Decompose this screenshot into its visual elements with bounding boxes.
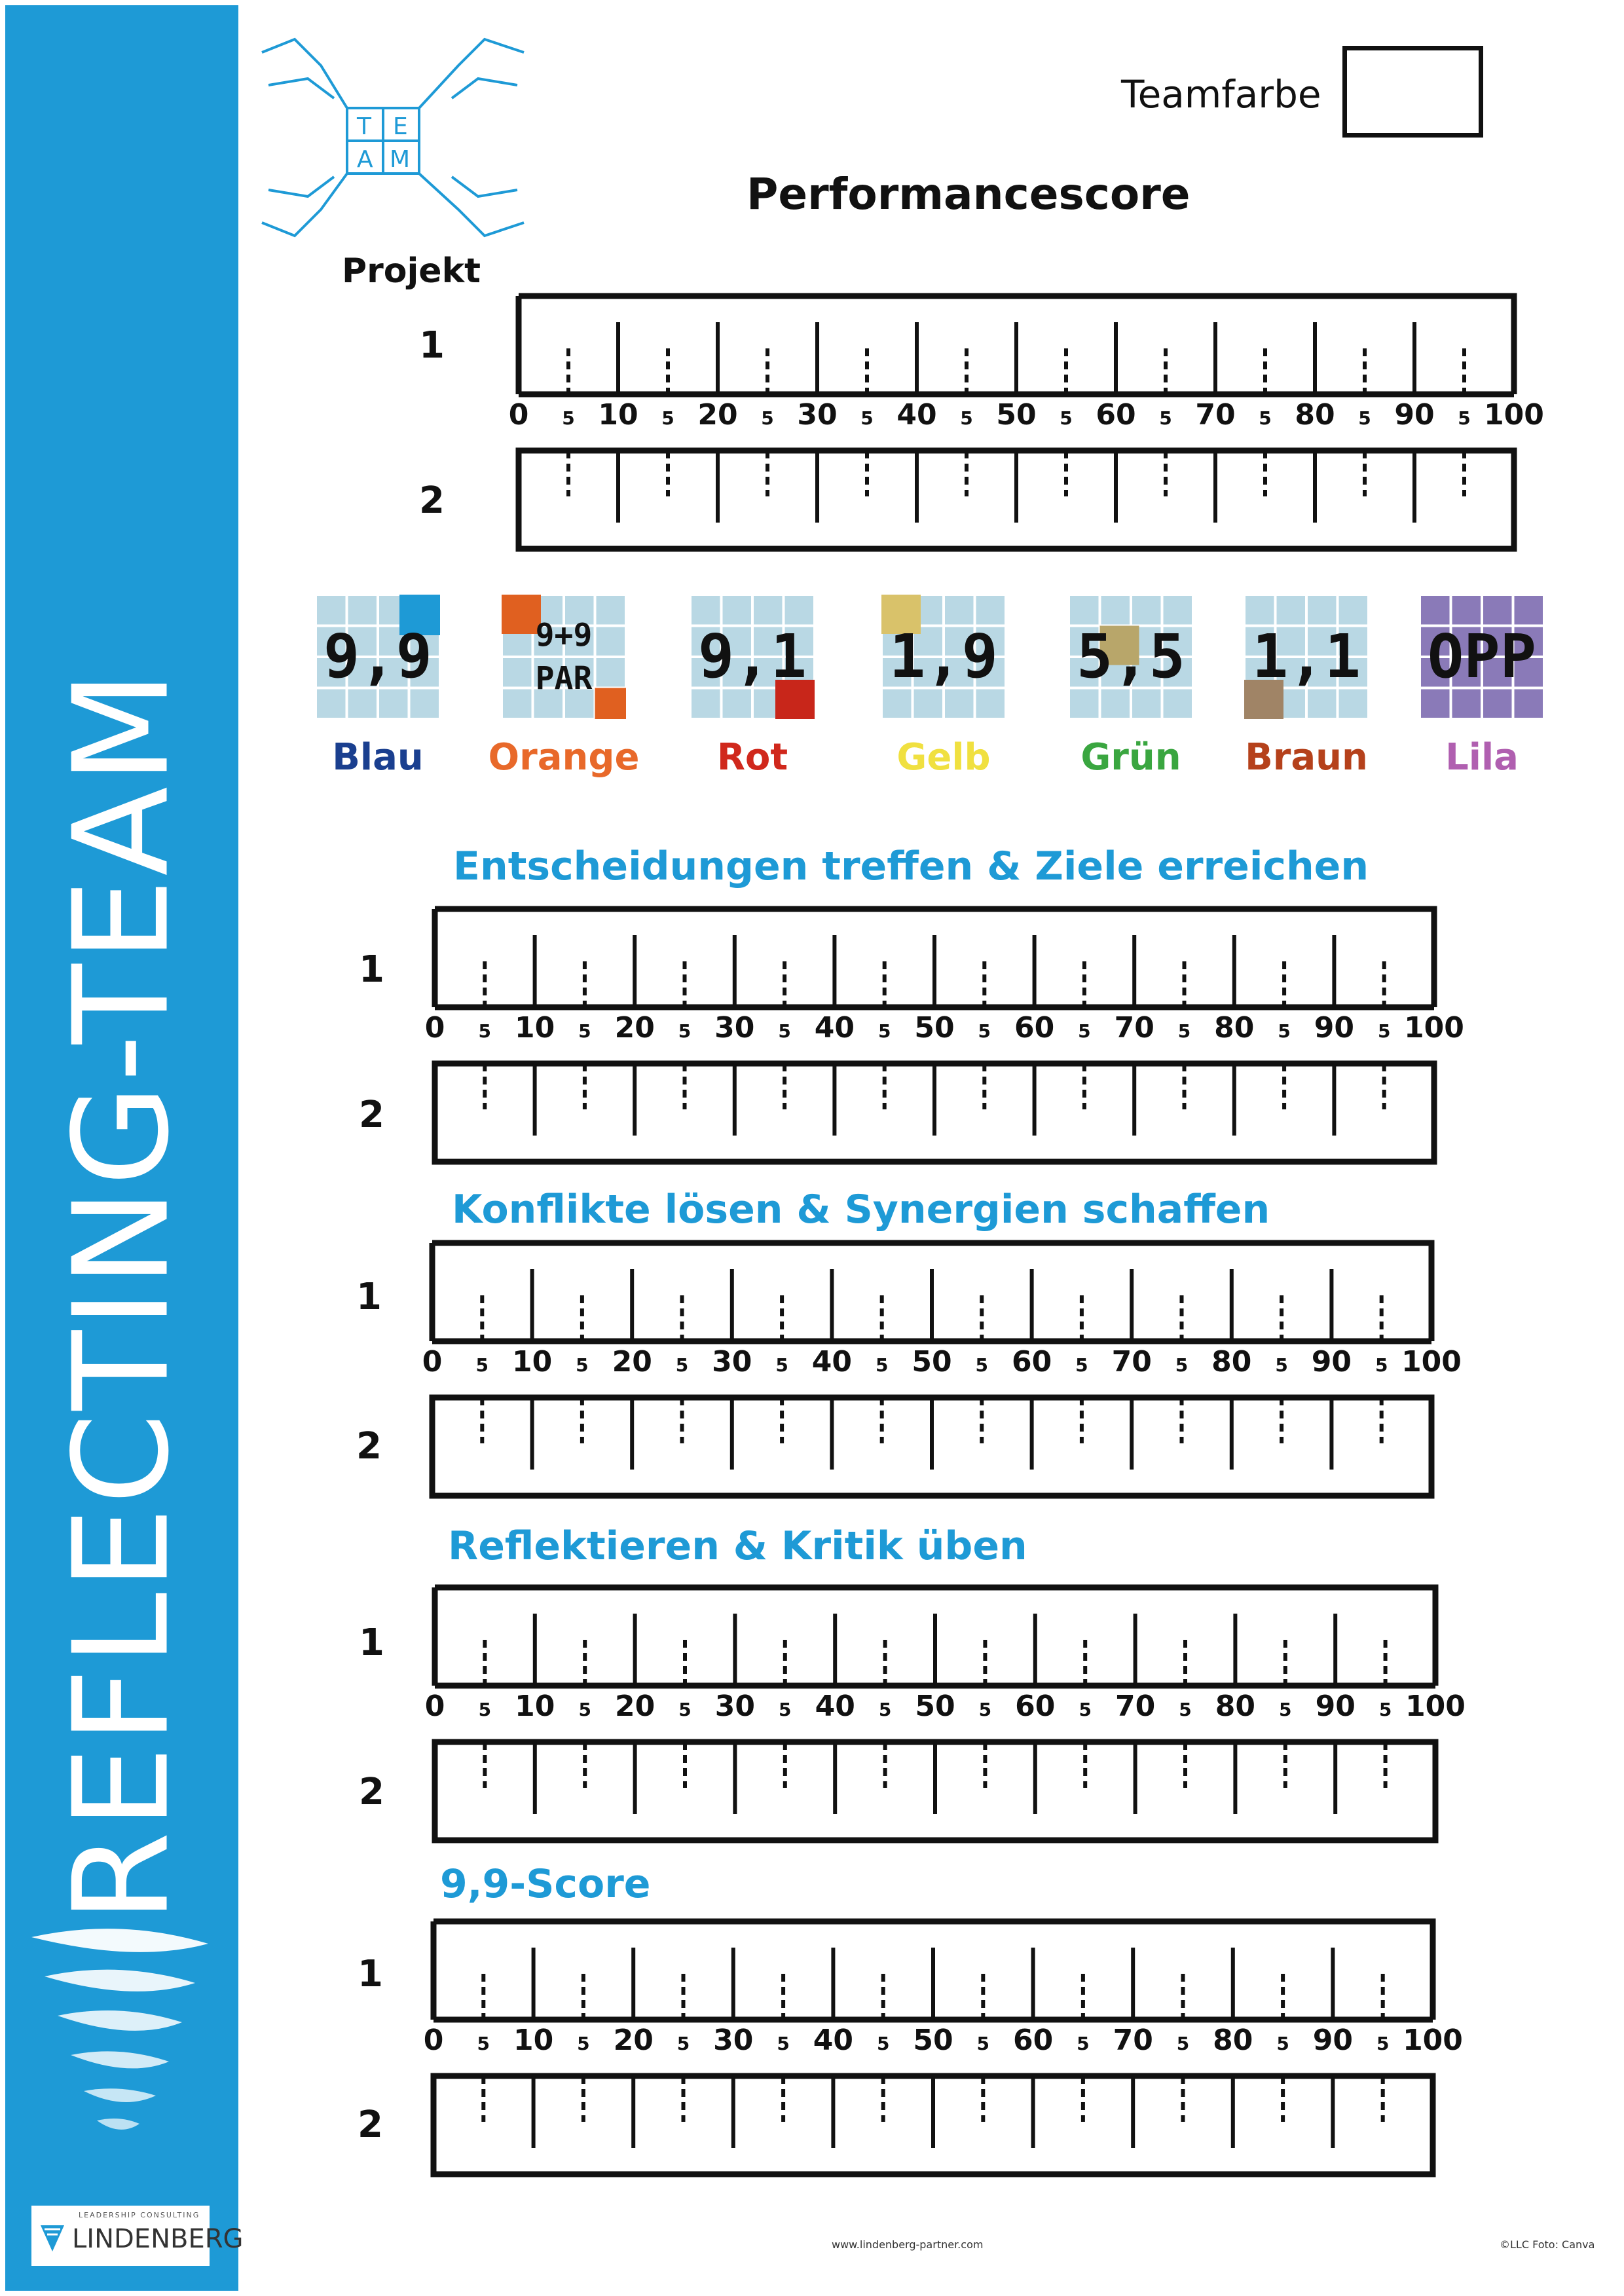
color-label-gelb: Gelb <box>896 736 991 779</box>
scale-tick-label: 5 <box>478 1699 492 1720</box>
color-label-lila: Lila <box>1445 736 1519 779</box>
scale-5 <box>407 1915 1485 2181</box>
scale-tick-label: 0 <box>422 1345 443 1379</box>
scale-tick-label: 5 <box>1377 1020 1391 1042</box>
scale-tick-label: 90 <box>1311 1345 1352 1379</box>
section-title-conflicts: Konflikte lösen & Synergien schaffen <box>452 1187 1270 1232</box>
scale-tick-label: 5 <box>978 1699 992 1720</box>
scale-tick-label: 5 <box>1259 407 1272 429</box>
scale-tick-label: 5 <box>978 1020 991 1042</box>
scale-tick-label: 90 <box>1315 1690 1356 1723</box>
brand-logo <box>31 2206 244 2266</box>
tile-value: 9,1 <box>697 621 807 692</box>
scale-4 <box>409 1581 1488 1847</box>
scale-tick-label: 80 <box>1295 398 1335 432</box>
scale-tick-label: 5 <box>1375 1354 1388 1376</box>
section-title-score: 9,9-Score <box>440 1861 651 1907</box>
scale-tick-label: 70 <box>1113 2024 1153 2057</box>
scale-tick-label: 5 <box>876 2033 890 2054</box>
tornado-waves-icon <box>25 1924 215 2140</box>
page-title: Performancescore <box>747 169 1190 219</box>
sidebar-title: REFLECTING-TEAM <box>45 668 198 1923</box>
section-title-decisions: Entscheidungen treffen & Ziele erreichen <box>453 843 1369 889</box>
tile-value: 1,1 <box>1251 621 1361 692</box>
scale-tick-label: 5 <box>778 1020 791 1042</box>
scale-tick-label: 10 <box>515 1690 555 1723</box>
scale-tick-label: 5 <box>1458 407 1471 429</box>
row-label-2: 2 <box>359 1771 384 1813</box>
tile-value: OPP <box>1427 621 1537 692</box>
row-label-2: 2 <box>359 1094 384 1136</box>
scale-tick-label: 5 <box>562 407 575 429</box>
scale-tick-label: 90 <box>1314 1011 1355 1045</box>
color-label-rot: Rot <box>716 736 788 779</box>
scale-2 <box>409 902 1486 1168</box>
scale-tick-label: 5 <box>475 1354 489 1376</box>
scale-tick-label: 100 <box>1484 398 1544 432</box>
scale-tick-label: 100 <box>1403 2024 1463 2057</box>
svg-text:M: M <box>390 146 411 173</box>
scale-tick-label: 20 <box>612 1345 652 1379</box>
footer-url: www.lindenberg-partner.com <box>832 2238 984 2251</box>
scale-tick-label: 50 <box>914 1011 955 1045</box>
scale-tick-label: 5 <box>578 1020 591 1042</box>
teamfarbe-box[interactable] <box>1342 46 1483 138</box>
scale-tick-label: 50 <box>915 1690 955 1723</box>
scale-tick-label: 5 <box>1358 407 1371 429</box>
color-tile-braun <box>1244 595 1369 719</box>
scale-tick-label: 5 <box>779 1699 792 1720</box>
scale-tick-label: 5 <box>777 2033 790 2054</box>
scale-tick-label: 5 <box>678 1020 692 1042</box>
scale-tick-label: 5 <box>1275 1354 1288 1376</box>
scale-tick-label: 5 <box>1279 1699 1292 1720</box>
scale-tick-label: 20 <box>697 398 738 432</box>
scale-tick-label: 5 <box>960 407 973 429</box>
scale-tick-label: 40 <box>896 398 937 432</box>
scale-tick-label: 5 <box>761 407 774 429</box>
row-label-2: 2 <box>358 2103 383 2146</box>
scale-tick-label: 80 <box>1214 1011 1255 1045</box>
row-label-1: 1 <box>358 1953 383 1995</box>
scale-tick-label: 0 <box>508 398 529 432</box>
tile-value-top: 9+9 <box>535 617 593 654</box>
scale-tick-label: 20 <box>613 2024 654 2057</box>
scale-tick-label: 30 <box>714 1011 755 1045</box>
scale-tick-label: 60 <box>1096 398 1136 432</box>
scale-tick-label: 5 <box>976 2033 990 2054</box>
scale-tick-label: 5 <box>875 1354 889 1376</box>
svg-text:T: T <box>357 113 371 140</box>
scale-tick-label: 5 <box>578 1699 591 1720</box>
scale-tick-label: 5 <box>1079 1699 1092 1720</box>
tile-value-bottom: PAR <box>535 660 593 697</box>
scale-tick-label: 60 <box>1014 1011 1055 1045</box>
scale-tick-label: 30 <box>712 1345 752 1379</box>
scale-tick-label: 70 <box>1115 1690 1156 1723</box>
scale-tick-label: 100 <box>1405 1690 1466 1723</box>
tile-value <box>502 595 626 719</box>
logo-tagline: LEADERSHIP CONSULTING <box>79 2211 200 2219</box>
scale-tick-label: 5 <box>1159 407 1172 429</box>
projekt-label: Projekt <box>342 251 481 291</box>
color-tile-blau <box>316 595 440 719</box>
scale-tick-label: 50 <box>912 1345 952 1379</box>
scale-tick-label: 5 <box>975 1354 989 1376</box>
scale-tick-label: 5 <box>477 2033 490 2054</box>
color-tile-gelb <box>881 595 1006 719</box>
scale-tick-label: 30 <box>797 398 838 432</box>
tile-value: 1,9 <box>889 621 999 692</box>
scale-tick-label: 5 <box>1278 1020 1291 1042</box>
color-label-grün: Grün <box>1080 736 1181 779</box>
scale-tick-label: 5 <box>1077 2033 1090 2054</box>
scale-tick-label: 10 <box>513 2024 554 2057</box>
row-label-1: 1 <box>359 948 384 991</box>
scale-tick-label: 80 <box>1213 2024 1253 2057</box>
scale-tick-label: 5 <box>577 2033 590 2054</box>
color-tile-lila <box>1420 595 1544 719</box>
scale-tick-label: 70 <box>1195 398 1236 432</box>
row-label-1: 1 <box>356 1276 382 1318</box>
color-tile-rot <box>690 595 815 719</box>
color-tile-grün <box>1069 595 1193 719</box>
scale-tick-label: 0 <box>424 1011 445 1045</box>
scale-tick-label: 90 <box>1312 2024 1354 2057</box>
scale-tick-label: 5 <box>576 1354 589 1376</box>
scale-tick-label: 90 <box>1394 398 1435 432</box>
scale-tick-label: 70 <box>1114 1011 1154 1045</box>
color-tile-orange <box>502 595 626 719</box>
scale-tick-label: 5 <box>1376 2033 1390 2054</box>
scale-tick-label: 30 <box>714 1690 756 1723</box>
scale-tick-label: 60 <box>1011 1345 1052 1379</box>
color-label-orange: Orange <box>488 736 640 779</box>
tile-value: 9,9 <box>323 621 433 692</box>
scale-tick-label: 60 <box>1015 1690 1056 1723</box>
scale-1 <box>492 289 1566 555</box>
scale-tick-label: 30 <box>713 2024 754 2057</box>
scale-tick-label: 5 <box>478 1020 492 1042</box>
scale-tick-label: 5 <box>1175 1354 1189 1376</box>
row-label-2: 2 <box>419 479 445 522</box>
scale-tick-label: 80 <box>1211 1345 1252 1379</box>
scale-tick-label: 40 <box>813 2024 854 2057</box>
teamfarbe-label: Teamfarbe <box>1121 72 1321 117</box>
scale-tick-label: 5 <box>878 1699 892 1720</box>
scale-tick-label: 5 <box>1060 407 1073 429</box>
svg-text:E: E <box>393 113 408 140</box>
scale-tick-label: 50 <box>913 2024 953 2057</box>
scale-tick-label: 20 <box>614 1011 655 1045</box>
scale-tick-label: 50 <box>996 398 1037 432</box>
scale-tick-label: 0 <box>424 1690 445 1723</box>
tile-value: 5,5 <box>1076 621 1186 692</box>
section-title-reflection: Reflektieren & Kritik üben <box>448 1523 1027 1569</box>
row-label-1: 1 <box>359 1621 384 1664</box>
scale-tick-label: 5 <box>1078 1020 1091 1042</box>
sidebar <box>5 5 244 2291</box>
scale-tick-label: 5 <box>1179 1699 1192 1720</box>
scale-tick-label: 20 <box>614 1690 655 1723</box>
scale-tick-label: 70 <box>1111 1345 1152 1379</box>
scale-tick-label: 5 <box>676 2033 690 2054</box>
scale-tick-label: 5 <box>1276 2033 1289 2054</box>
scale-tick-label: 10 <box>598 398 638 432</box>
scale-tick-label: 60 <box>1012 2024 1054 2057</box>
team-puzzle-hands-icon <box>249 26 537 249</box>
scale-tick-label: 5 <box>1075 1354 1088 1376</box>
scale-tick-label: 5 <box>877 1020 891 1042</box>
scale-3 <box>406 1236 1484 1502</box>
scale-tick-label: 40 <box>814 1011 855 1045</box>
scale-tick-label: 5 <box>675 1354 689 1376</box>
scale-tick-label: 10 <box>514 1011 555 1045</box>
scale-tick-label: 5 <box>775 1354 788 1376</box>
color-label-braun: Braun <box>1245 736 1368 779</box>
footer-credit: ©LLC Foto: Canva <box>1500 2238 1595 2251</box>
scale-tick-label: 0 <box>423 2024 444 2057</box>
scale-tick-label: 80 <box>1215 1690 1256 1723</box>
scale-tick-label: 40 <box>815 1690 855 1723</box>
scale-tick-label: 5 <box>678 1699 692 1720</box>
scale-tick-label: 5 <box>661 407 674 429</box>
scale-tick-label: 40 <box>811 1345 853 1379</box>
scale-tick-label: 5 <box>860 407 874 429</box>
color-label-blau: Blau <box>332 736 424 779</box>
scale-tick-label: 100 <box>1401 1345 1462 1379</box>
row-label-1: 1 <box>419 324 445 367</box>
scale-tick-label: 10 <box>511 1345 553 1379</box>
scale-tick-label: 5 <box>1378 1699 1392 1720</box>
logo-name: LINDENBERG <box>72 2224 244 2254</box>
scale-tick-label: 100 <box>1404 1011 1464 1045</box>
logo-mark-icon <box>39 2224 65 2253</box>
svg-text:A: A <box>357 146 373 173</box>
scale-tick-label: 5 <box>1177 1020 1191 1042</box>
scale-tick-label: 5 <box>1176 2033 1190 2054</box>
row-label-2: 2 <box>356 1425 382 1468</box>
